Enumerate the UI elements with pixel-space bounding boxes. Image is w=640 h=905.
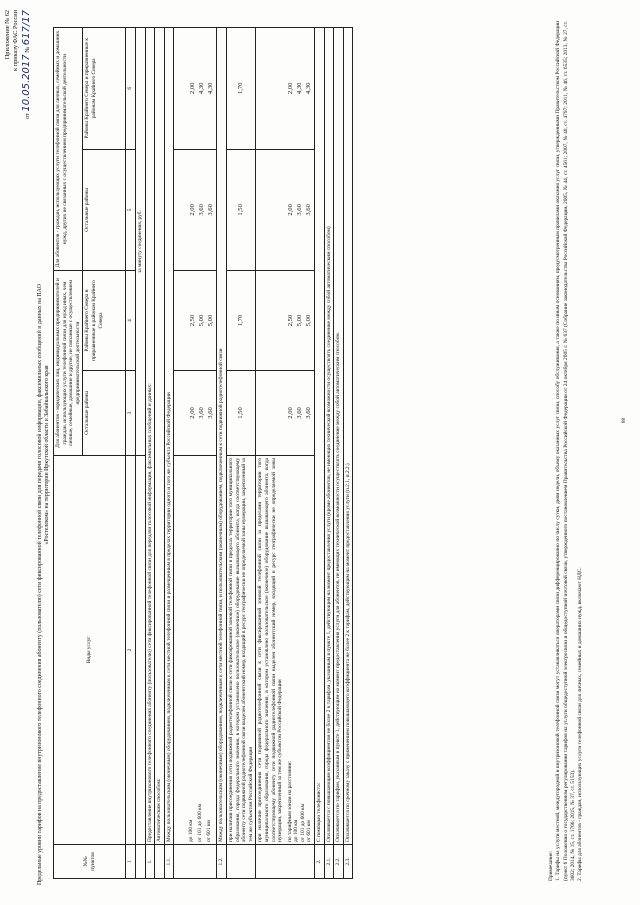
value: 1,70 bbox=[226, 271, 255, 371]
col-header-north-b: Районы Крайнего Севера и приравненные к районам Крайнего Севера bbox=[83, 28, 126, 150]
values-col4: 2,50 5,00 5,00 bbox=[174, 271, 217, 371]
col-header-services: Виды услуг bbox=[54, 455, 126, 844]
row-text: при наличии присоединения сети подвижной радиотелефонной связи к сети фиксированной зоновой телефонной связи за пределами территории того муниципального образования, города федерального значения, в котором установлено пользовательское (оконечное) оборудование вызывающего абонента, когда соответствующему абоненту сети подвижной радиотелефонной связи выделен абонентский номер, входящий в ресурс географически не определяемой зоны нумерации, закрепленный за тем же субъектом Российской Федерации по тарифным зонам на расстоянии: до 100 км от 101 до 600 км от 601 км bbox=[256, 455, 315, 844]
table-row bbox=[343, 28, 353, 879]
row-num: 2.1. bbox=[324, 844, 334, 878]
col-header-group-a: Для абонентов - юридических лиц, индивидуальных предпринимателей и граждан, использующих услуги телефонной связи для нужд иных, чем личные, семейные, домашние и другие, не связанные с осуществлением предпринимательской деятельности bbox=[54, 271, 83, 456]
row-num: 1.1. bbox=[164, 844, 174, 878]
table-row bbox=[217, 28, 227, 879]
values-col4: 2,50 5,00 5,00 bbox=[256, 271, 315, 371]
value: 1,70 bbox=[226, 28, 255, 150]
col-header-north-a: Районы Крайнего Севера и приравненные к районам Крайнего Севера bbox=[83, 271, 126, 371]
document-title bbox=[37, 5, 52, 885]
row-text: Между пользовательским (оконечным) оборудованием, подключенным к сети местной телефонной связи, и пользовательским (оконечным) оборудованием, подключенным к сети подвижной радиотелефонной связи bbox=[217, 28, 227, 845]
title-line2: «Ростелеком» на территории Иркутской области и Забайкальского края bbox=[44, 365, 51, 545]
values-col3: 2,00 3,60 3,60 bbox=[174, 370, 217, 455]
row-num: 2.3. bbox=[343, 844, 353, 878]
table-row bbox=[155, 28, 165, 879]
table-row bbox=[164, 28, 174, 879]
appendix-line1: Приложение № 62 bbox=[4, 10, 11, 60]
row-text: Предоставление внутризонового телефонного соединения абоненту (пользователю) сети фиксированной телефонной связи для передачи голосовой информации, факсимильных сообщений и данных: bbox=[145, 28, 155, 845]
colnum-3: 3 bbox=[126, 370, 136, 455]
handwritten-date: 10.05.2017 bbox=[21, 54, 33, 112]
note-1: 1. Тарифы на услуги местной, междугородной и внутризоновой телефонной связи могут устанавливаться операторами связи дифференцированно по числу сутки, дням недели, объему оказанных услуг связи, способу обслуживания, а также по иным основаниям, предусмотренным правилами оказания услуг связи, утвержденными Правительством Российской Федерации (пункт 6 Положения о государственном регулировании тарифов на услуги общедоступной электросвязи и общедоступной почтовой связи, утвержденного постановлением Правительства Российской Федерации от 24 октября 2005 г. № 637 (Собрание законодательства Российской Федерации, 2005, № 44, ст. 4561; 2007, № 40, ст. 4797; 2011, № 46, ст. 6535; 2013, № 27, ст. 3602; 2014, № 15, ст. 1766; 2015, № 37, ст. 5153). bbox=[555, 21, 576, 881]
row-text: Оплачивается по тарифам, указанным в пункте 1, действующим на момент предоставления услуги для абонентов, не имеющих технической возможности осуществлять соединение между собой автоматическим способом. bbox=[334, 28, 344, 845]
table-row bbox=[256, 28, 315, 879]
unit-row bbox=[135, 28, 145, 879]
row-text: Между пользовательским (оконечным) оборудованием, подключенным к сети местной телефонной связи и размещенным в пределах территории одного и того же субъекта Российской Федерации bbox=[164, 28, 174, 845]
value: 1,50 bbox=[226, 149, 255, 271]
page-number: 88 bbox=[622, 418, 627, 423]
row-num: 1. bbox=[145, 844, 155, 878]
table-row bbox=[145, 28, 155, 879]
values-col5: 2,00 3,60 3,60 bbox=[174, 149, 217, 271]
row-text: при наличии присоединения сети подвижной радиотелефонной связи к сети фиксированной зоновой телефонной связи в пределах территории того муниципального образования, города федерального значения, в котором установлено пользовательское (оконечное) оборудование вызывающего абонента, когда соответствующему абоненту сети подвижной радиотелефонной связи выделен абонентский номер, входящий в ресурс географически не определяемой зоны нумерации, закрепленный за тем же субъектом Российской Федерации bbox=[226, 455, 255, 844]
row-num: 2.2. bbox=[334, 844, 344, 878]
tariff-table bbox=[53, 27, 353, 879]
col-header-other-a: Остальные районы bbox=[83, 370, 126, 455]
title-line1: Предельные уровни тарифов на предоставление внутризонового телефонного соединения абоненту (пользователю) сети фиксированной телефонной связи для передачи голосовой информации, факсимильных сообщений и данных на ПАО bbox=[37, 284, 43, 885]
note-2: 2. Тарифы для абонентов - граждан, использующих услуги телефонной связи для личных, семейных и домашних нужд, включают НДС. bbox=[577, 567, 584, 881]
table-row bbox=[226, 28, 255, 879]
row-text: Оплачивается по срочному заказу с применением повышающего коэффициента не более 2 к тарифам, действующим на момент предоставления услуги (п.2.1, п.2.2.) bbox=[343, 28, 353, 845]
colnum-1: 1 bbox=[126, 844, 136, 878]
colnum-4: 4 bbox=[126, 271, 136, 371]
colnum-6: 6 bbox=[126, 28, 136, 150]
colnum-2: 2 bbox=[126, 455, 136, 844]
row-text: С помощью телефониста: bbox=[315, 28, 325, 845]
handwritten-number: 617/17 bbox=[21, 10, 33, 46]
values-col6: 2,00 4,30 4,30 bbox=[256, 28, 315, 150]
appendix-header bbox=[4, 10, 33, 205]
table-row bbox=[315, 28, 325, 879]
row-num: 1.2. bbox=[217, 844, 227, 878]
distance-list: до 100 км от 101 до 600 км от 601 км bbox=[174, 455, 217, 844]
col-header-num: №№ пунктов bbox=[54, 844, 126, 878]
row-text: Оплачивается с повышающим коэффициентом не более 2 к тарифам, указанным в пункте 1, действующим на момент предоставления услуги (кроме абонентов, не имеющих технической возможности осуществлять соединение между собой автоматическим способом) bbox=[324, 28, 334, 845]
notes bbox=[548, 21, 584, 881]
table-row bbox=[334, 28, 344, 879]
table-row bbox=[174, 28, 217, 879]
values-col5: 2,00 3,60 3,60 bbox=[256, 149, 315, 271]
table-row bbox=[324, 28, 334, 879]
colnum-5: 5 bbox=[126, 149, 136, 271]
row-num: 2. bbox=[315, 844, 325, 878]
values-col3: 2,00 3,60 3,60 bbox=[256, 370, 315, 455]
value: 1,50 bbox=[226, 370, 255, 455]
col-header-group-b: Для абонентов - граждан, использующих услуги телефонной связи для личных, семейных и домашних нужд, других не связанных с осуществлением предпринимательской деятельности bbox=[54, 28, 83, 271]
unit-label: за минуту соединения, руб. bbox=[135, 28, 145, 456]
column-numbers-row bbox=[126, 28, 136, 879]
values-col6: 2,00 4,30 4,30 bbox=[174, 28, 217, 150]
table-header-row bbox=[54, 28, 83, 879]
notes-title: Примечание: bbox=[548, 851, 554, 881]
appendix-line3: от 10.05.2017 № 617/17 bbox=[21, 10, 33, 120]
appendix-line2: к приказу ФАС России bbox=[12, 10, 20, 71]
col-header-other-b: Остальные районы bbox=[83, 149, 126, 271]
row-text: Автоматическим способом: bbox=[155, 28, 165, 845]
